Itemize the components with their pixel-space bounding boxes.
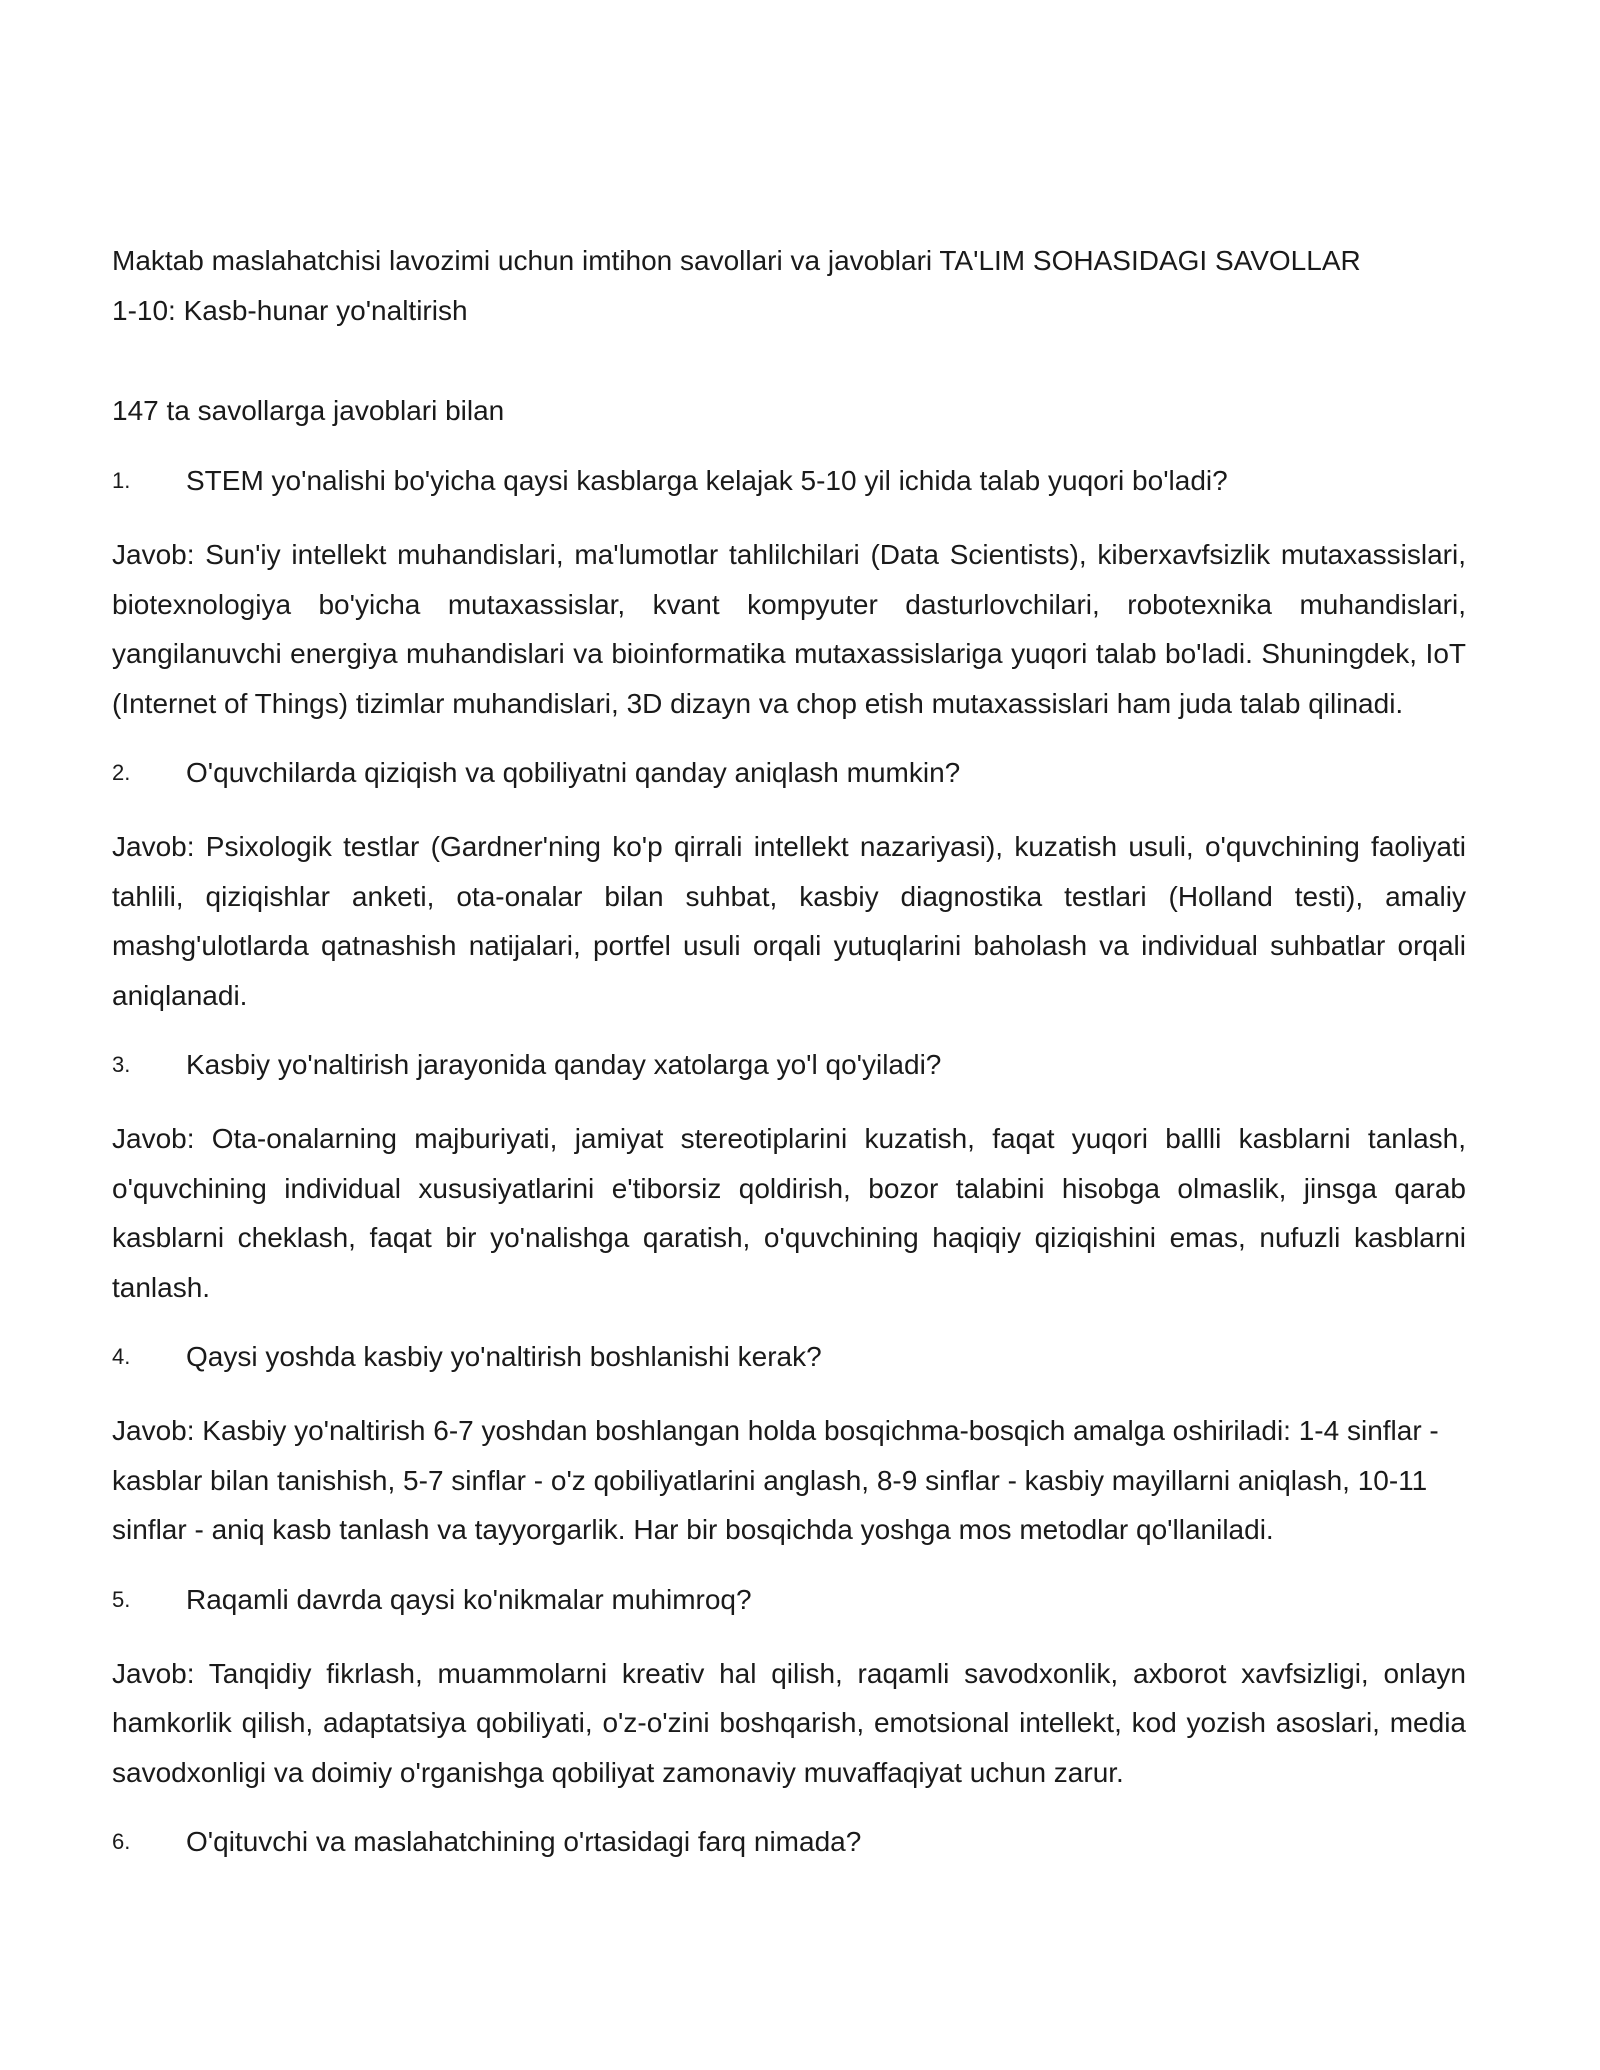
document-subtitle: 147 ta savollarga javoblari bilan [112,395,505,426]
document-title: Maktab maslahatchisi lavozimi uchun imtihon savollari va javoblari TA'LIM SOHASIDAGI SAVOLLAR [112,245,1361,276]
question-number: 4. [112,1344,131,1369]
question-number: 6. [112,1829,131,1854]
answer-text: Javob: Kasbiy yo'naltirish 6-7 yoshdan boshlangan holda bosqichma-bosqich amalga oshiriladi: 1-4 sinflar - kasblar bilan tanishish, 5-7 sinflar - o'z qobiliyatlarini anglash, 8-9 sinflar - kasbiy mayillarni aniqlash, 10-11 sinflar - aniq kasb tanlash va tayyorgarlik. Har bir bosqichda yoshga mos metodlar qo'llaniladi. [112,1415,1439,1545]
question-number: 3. [112,1052,131,1077]
answer-text: Javob: Psixologik testlar (Gardner'ning ko'p qirrali intellekt nazariyasi), kuzatish usuli, o'quvchining faoliyati tahlili, qiziqishlar anketi, ota-onalar bilan suhbat, kasbiy diagnostika testlari (Holland testi), amaliy mashg'ulotlarda qatnashish natijalari, portfel usuli orqali yutuqlarini baholash va individual suhbatlar orqali aniqlanadi. [112,831,1466,1011]
answer-text: Javob: Sun'iy intellekt muhandislari, ma'lumotlar tahlilchilari (Data Scientists), kiberxavfsizlik mutaxassislari, biotexnologiya bo'yicha mutaxassislar, kvant kompyuter dasturlovchilari, robotexnika muhandislari, yangilanuvchi energiya muhandislari va bioinformatika mutaxassislariga yuqori talab bo'ladi. Shuningdek, IoT (Internet of Things) tizimlar muhandislari, 3D dizayn va chop etish mutaxassislari ham juda talab qilinadi. [112,539,1466,719]
qa-item-5 [112,1575,1466,1798]
question-text: STEM yo'nalishi bo'yicha qaysi kasblarga kelajak 5-10 yil ichida talab yuqori bo'ladi? [186,465,1228,496]
question-text: O'quvchilarda qiziqish va qobiliyatni qanday aniqlash mumkin? [186,757,961,788]
question [112,1332,1466,1382]
question-number: 1. [112,468,131,493]
qa-item-1 [112,456,1466,728]
question-text: O'qituvchi va maslahatchining o'rtasidagi farq nimada? [186,1826,862,1857]
document-page [112,236,1466,1867]
answer-text: Javob: Tanqidiy fikrlash, muammolarni kreativ hal qilish, raqamli savodxonlik, axborot xavfsizligi, onlayn hamkorlik qilish, adaptatsiya qobiliyati, o'z-o'zini boshqarish, emotsional intellekt, kod yozish asoslari, media savodxonligi va doimiy o'rganishga qobiliyat zamonaviy muvaffaqiyat uchun zarur. [112,1657,1466,1788]
question [112,1575,1466,1625]
question-number: 2. [112,760,131,785]
question [112,1817,1466,1867]
section-heading: 1-10: Kasb-hunar yo'naltirish [112,295,468,326]
question-text: Raqamli davrda qaysi ko'nikmalar muhimroq? [186,1583,752,1615]
qa-item-3 [112,1040,1466,1312]
question-text: Kasbiy yo'naltirish jarayonida qanday xatolarga yo'l qo'yiladi? [186,1049,942,1080]
qa-item-4 [112,1332,1466,1555]
question [112,456,1466,506]
question-text: Qaysi yoshda kasbiy yo'naltirish boshlanishi kerak? [186,1341,822,1372]
question [112,1040,1466,1090]
qa-item-2 [112,748,1466,1020]
qa-item-6 [112,1817,1466,1867]
answer-text: Javob: Ota-onalarning majburiyati, jamiyat stereotiplarini kuzatish, faqat yuqori ballli kasblarni tanlash, o'quvchining individual xususiyatlarini e'tiborsiz qoldirish, bozor talabini hisobga olmaslik, jinsga qarab kasblarni cheklash, faqat bir yo'nalishga qaratish, o'quvchining haqiqiy qiziqishini emas, nufuzli kasblarni tanlash. [112,1123,1466,1303]
question-number: 5. [112,1586,131,1612]
question [112,748,1466,798]
